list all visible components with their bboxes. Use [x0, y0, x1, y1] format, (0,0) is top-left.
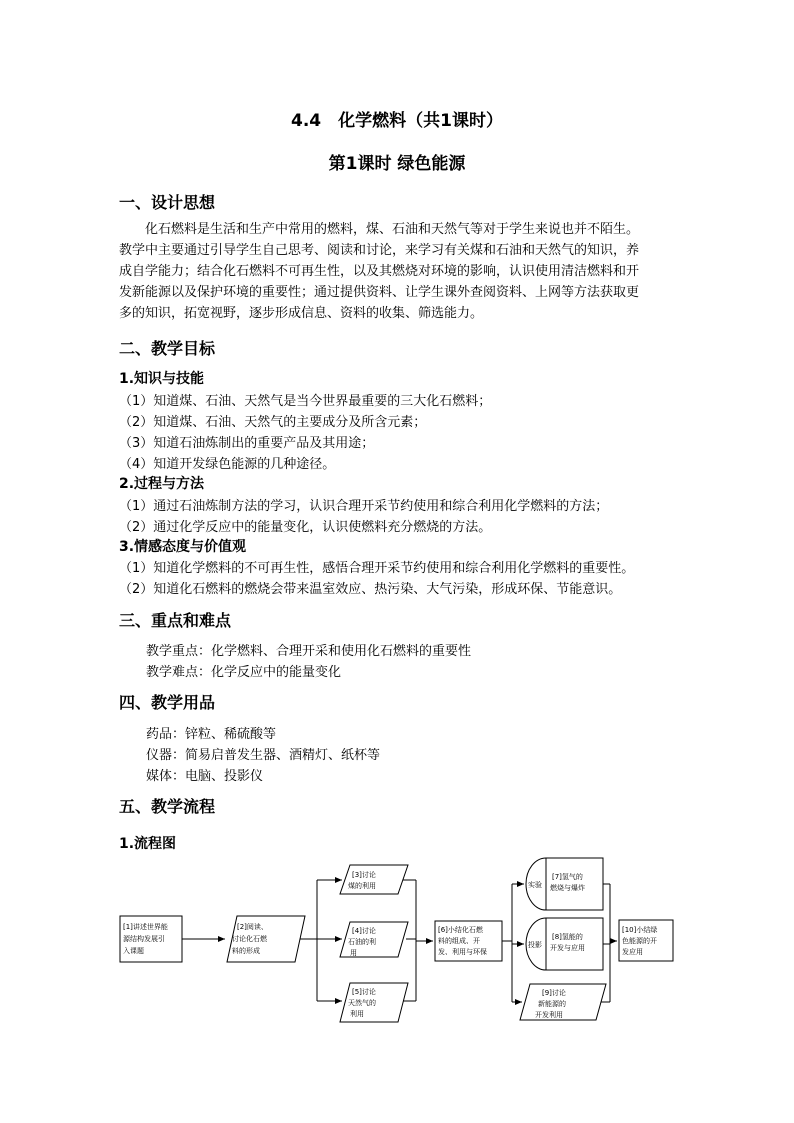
- section-heading-goals: 二、教学目标: [119, 339, 216, 358]
- difficulty-line: 教学难点：化学反应中的能量变化: [146, 665, 342, 680]
- materials-line: 仪器：简易启普发生器、酒精灯、纸杯等: [146, 748, 381, 763]
- paragraph-line: 教学中主要通过引导学生自己思考、阅读和讨论，来学习有关煤和石油和天然气的知识，养: [119, 243, 640, 258]
- section-heading-keypoints: 三、重点和难点: [119, 611, 232, 630]
- flow-node-2-text: [2]阅读、 讨论化石燃 料的形成: [232, 923, 268, 955]
- subheading-attitude: 3.情感态度与价值观: [119, 539, 247, 555]
- paragraph-line: 化石燃料是生活和生产中常用的燃料，煤、石油和天然气等对于学生来说也并不陌生。: [119, 222, 640, 237]
- key-point-line: 教学重点：化学燃料、合理开采和使用化石燃料的重要性: [146, 644, 472, 659]
- list-item: （2）知道煤、石油、天然气的主要成分及所含元素；: [119, 415, 427, 430]
- flow-node-1-text: [1]讲述世界能 源结构发展引 入课题: [123, 923, 168, 955]
- design-paragraph: [119, 219, 679, 324]
- section-heading-materials: 四、教学用品: [119, 693, 216, 712]
- teaching-flowchart: [110, 855, 690, 1030]
- flow-node-3-text: [3]讨论 煤的利用: [348, 871, 376, 890]
- list-item: （1）通过石油炼制方法的学习，认识合理开采节约使用和综合利用化学燃料的方法；: [119, 499, 609, 514]
- flow-node-9-text: [9]讨论 新能源的 开发利用: [535, 989, 566, 1019]
- paragraph-line: 成自学能力；结合化石燃料不可再生性，以及其燃烧对环境的影响，认识使用清洁燃料和开: [119, 264, 640, 279]
- flow-node-7-tag: 实验: [528, 881, 542, 889]
- flow-node-7-text: [7]氢气的 燃烧与爆炸: [550, 873, 585, 892]
- materials-line: 媒体：电脑、投影仪: [146, 769, 264, 784]
- document-title: 4.4 化学燃料（共1课时）: [291, 111, 503, 131]
- subheading-flowchart: 1.流程图: [119, 836, 177, 852]
- flow-node-10-text: [10]小结绿 色能源的开 发应用: [622, 926, 658, 956]
- list-item: （1）知道化学燃料的不可再生性，感悟合理开采节约使用和综合利用化学燃料的重要性。: [119, 561, 635, 576]
- paragraph-line: 发新能源以及保护环境的重要性；通过提供资料、让学生课外查阅资料、上网等方法获取更: [119, 285, 640, 300]
- flow-node-8-text: [8]氢能的 开发与应用: [550, 933, 585, 952]
- list-item: （1）知道煤、石油、天然气是当今世界最重要的三大化石燃料；: [119, 394, 492, 409]
- section-heading-process: 五、教学流程: [119, 797, 216, 816]
- paragraph-line: 多的知识，拓宽视野，逐步形成信息、资料的收集、筛选能力。: [119, 306, 484, 321]
- flow-node-4-text: [4]讨论 石油的利 用: [348, 927, 376, 957]
- document-subtitle: 第1课时 绿色能源: [328, 154, 466, 174]
- materials-line: 药品：锌粒、稀硫酸等: [146, 727, 277, 742]
- subheading-knowledge: 1.知识与技能: [119, 371, 205, 387]
- section-heading-design: 一、设计思想: [119, 193, 216, 212]
- flow-node-5-text: [5]讨论 天然气的 利用: [348, 988, 376, 1018]
- flow-node-8-tag: 投影: [528, 941, 542, 949]
- list-item: （4）知道开发绿色能源的几种途径。: [119, 457, 336, 472]
- list-item: （2）通过化学反应中的能量变化，认识使燃料充分燃烧的方法。: [119, 520, 492, 535]
- list-item: （2）知道化石燃料的燃烧会带来温室效应、热污染、大气污染，形成环保、节能意识。: [119, 582, 622, 597]
- subheading-process: 2.过程与方法: [119, 476, 205, 492]
- flow-node-6-text: [6]小结化石燃 料的组成、开 发、利用与环保: [438, 926, 487, 956]
- list-item: （3）知道石油炼制出的重要产品及其用途；: [119, 436, 375, 451]
